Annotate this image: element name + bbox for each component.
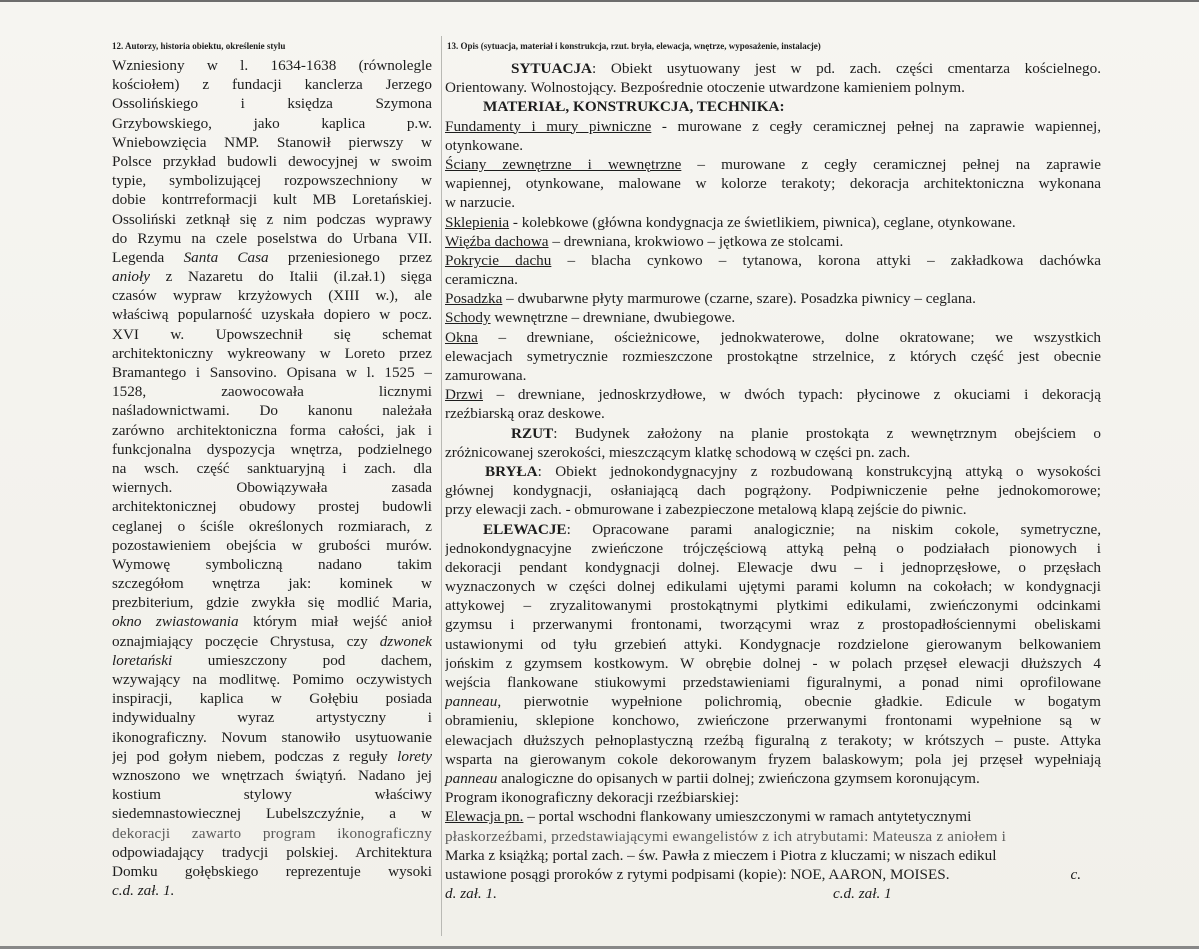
text-line: zróżnicowanej szerokości, mieszczącym klatkę schodową w części pn. zach. [445,443,911,461]
text-line: kostium stylowy właściwy [112,786,432,804]
text-line: architektonicznej obudowy prostej budowli [112,498,432,516]
text-line: ustawione posągi proroków z rytymi podpisami (kopie): NOE, AARON, MOISES. c. [445,865,1081,883]
text-line: czasów wypraw krzyżowych (XIII w.), ale [112,287,432,305]
text-line: Okna – drewniane, ościeżnicowe, jednokwaterowe, dolne okratowane; we wszystkich [445,328,1101,346]
text-line: panneau analogiczne do opisanych w partii dolnej; zwieńczona gzymsem koronującym. [445,769,980,787]
continuation-note: d. zał. 1. c.d. zał. 1 [445,885,892,903]
text-line: rzeźbiarską oraz deskowe. [445,405,605,423]
text-line: panneau, pierwotnie wypełnione polichromią, obecnie gładkie. Edicule w bogatym [445,693,1101,711]
text-line: BRYŁA: Obiekt jednokondygnacyjny z rozbudowaną konstrukcyjną attyką o wysokości [485,462,1101,480]
text-line: oznajmiający poczęcie Chrystusa, czy dzwonek [112,632,432,650]
text-line: elewacjach dłuższych pełnoplastyczną rzeźbą figuralną z terakoty; w krótszych – puste. Attyka [445,731,1101,749]
text-line: prezbiterium, gdzie zwykła się modlić Maria, [112,594,432,612]
text-line: RZUT: Budynek założony na planie prostokąta z wewnętrznym obejściem o [511,424,1101,442]
column-divider [441,36,442,936]
text-line: wsparta na gierowanym cokole dekorowanym fryzem balaskowym; pola jej przęseł wypełniają [445,750,1101,768]
section-12-header: 12. Autorzy, historia obiektu, określenie stylu [112,41,286,51]
text-line: Posadzka – dwubarwne płyty marmurowe (czarne, szare). Posadzka piwnicy – ceglana. [445,290,976,308]
text-line: typie, symbolizującej rozpowszechniony w [112,172,432,190]
text-line: ceglanej o ściśle określonych rozmiarach, z [112,517,432,535]
text-line: obramieniu, sklepione konchowo, zwieńczone przerwanymi frontonami wypełnione są w [445,712,1101,730]
text-line: jej pod gołym niebem, podczas z reguły lorety [112,747,432,765]
text-line: loretański umieszczony pod dachem, [112,651,432,669]
text-line: wzywający na modlitwę. Pomimo oczywistych [112,671,432,688]
text-line: głównej kondygnacji, osłaniającą dach pogrążony. Podpiwniczenie pełne jednokomorowe; [445,482,1101,500]
text-line: SYTUACJA: Obiekt usytuowany jest w pd. zach. części cmentarza kościelnego. [511,60,1101,77]
text-line: Legenda Santa Casa przeniesionego przez [112,248,432,266]
text-line: naśladownictwami. Do kanonu należała [112,402,432,420]
text-line: Więźba dachowa – drewniana, krokwiowo – jętkowa ze stolcami. [445,232,844,250]
text-line: Wzniesiony w l. 1634-1638 (równolegle [112,57,432,74]
text-line: anioły z Nazaretu do Italii (il.zał.1) sięga [112,268,432,286]
continuation-note: c.d. zał. 1. [112,882,175,900]
text-line: Ossolińskiego i księdza Szymona [112,95,432,113]
text-line: właściwą popularność uzyskała dopiero w pocz. [112,306,432,324]
text-line: Fundamenty i mury piwniczne - murowane z cegły ceramicznej pełnej na zaprawie wapiennej, [445,117,1101,135]
text-line: Ściany zewnętrzne i wewnętrzne – murowane z cegły ceramicznej pełnej na zaprawie [445,155,1101,173]
text-line: Schody wewnętrzne – drewniane, dwubiegowe. [445,309,736,327]
text-line: wapiennej, otynkowane, malowane w kolorze terakoty; dekoracja architektoniczna wykonana [445,175,1101,193]
text-line: Pokrycie dachu – blacha cynkowo – tytanowa, korona attyki – zakładkowa dachówka [445,251,1101,269]
text-line: Bramantego i Sansovino. Opisana w l. 1525 – [112,364,432,381]
text-line: do Rzymu na czele poselstwa do Urbana VII. [112,229,432,247]
text-line: ikonograficzny. Novum stanowiło usytuowanie [112,728,432,746]
history-column [112,56,432,900]
text-line: szczegółom wnętrza jak: kominek w [112,575,432,593]
text-line: XVI w. Upowszechnił się schemat [112,325,432,343]
text-line: Wymowę symboliczną nadano takim [112,555,432,573]
text-line: Marka z książką; portal zach. – św. Pawła z mieczem i Piotra z kluczami; w niszach edikul [445,846,997,864]
section-13-header: 13. Opis (sytuacja, materiał i konstrukcja, rzut. bryła, elewacja, wnętrze, wyposażenie, instalacje) [447,41,821,51]
text-line: płaskorzeźbami, przedstawiającymi ewangelistów z ich atrybutami: Mateusza z aniołem i [445,827,1007,845]
text-line: Orientowany. Wolnostojący. Bezpośrednie otoczenie utwardzone kamieniem polnym. [445,79,965,97]
text-line: ELEWACJE: Opracowane parami analogicznie; na niskim cokole, symetryczne, [483,520,1101,538]
text-line: Elewacja pn. – portal wschodni flankowany umieszczonymi w ramach antytetycznymi [445,808,972,826]
top-border [0,0,1199,2]
text-line: Grzybowskiego, jako kaplica p.w. [112,114,432,132]
text-line: Drzwi – drewniane, jednoskrzydłowe, w dwóch typach: płycinowe z okuciami i dekoracją [445,386,1101,404]
text-line: wznoszono we wnętrzach świątyń. Nadano jej [112,766,432,784]
text-line: zamurowana. [445,367,527,384]
text-line: wiernych. Obowiązywała zasada [112,479,432,497]
text-line: jońskim z gzymsem kostkowym. W obrębie dolnej - w polach przęseł elewacji dłuższych 4 [445,654,1101,672]
text-line: kościołem) z fundacji kanclerza Jerzego [112,76,432,94]
text-line: odpowiadający tradycji polskiej. Architektura [112,843,432,861]
text-line: siedemnastowiecznej Lubelszczyźnie, a w [112,805,432,823]
text-line: dekoracji zawarto program ikonograficzny [112,824,432,842]
text-line: inspiracji, kaplica w Gołębiu posiada [112,690,432,708]
text-line: Sklepienia - kolebkowe (główna kondygnacja ze świetlikiem, piwnica), ceglane, otynkowane. [445,213,1016,231]
text-line: ceramiczna. [445,271,518,289]
text-line: 1528, zaowocowała licznymi [112,383,432,401]
text-line: wyznaczonych w części dolnej edikulami ujętymi parami kolumn na cokołach; w kondygnacji [445,578,1101,596]
text-line: przy elewacji zach. - obmurowane i zabezpieczone metalową klapą zejście do piwnic. [445,501,967,519]
text-line: Polsce przykład budowli dewocyjnej w swoim [112,152,432,170]
text-line: pozostawieniem obejścia w grubości murów. [112,536,432,554]
text-line: otynkowane. [445,136,524,154]
description-column [445,59,1101,903]
text-line: elewacjach symetrycznie rozmieszczone prostokątne strzelnice, z których część jest obecnie [445,347,1101,365]
text-line: Domku gołębskiego reprezentuje wysoki [112,862,432,880]
text-line: Program ikonograficzny dekoracji rzeźbiarskiej: [445,789,739,807]
text-line: zarówno architektoniczna forma całości, jak i [112,421,432,439]
text-line: ustawionymi od tyłu grzebień attyki. Kondygnacje rozdzielone gierowanym belkowaniem [445,635,1101,653]
text-line: attykowej – zryzalitowanymi prostokątnymi plytkimi edikulami, zwieńczonymi odcinkami [445,597,1101,615]
text-line: w narzucie. [445,194,515,212]
text-line: na wsch. część sanktuaryjną i zach. dla [112,459,432,477]
text-line: okno zwiastowania którym miał wejść anioł [112,613,432,631]
text-line: architektoniczny wykreowany w Loreto przez [112,344,432,362]
text-line: Ossoliński zetknął się z nim podczas wyprawy [112,210,432,228]
text-line: gzymsu i przerwanymi frontonami, tworzącymi wraz z prostopadłościennymi obeliskami [445,616,1101,634]
text-line: dekoracji pendant kondygnacji dolnej. Elewacje dwu – i jednoprzęsłowe, o przęsłach [445,558,1101,576]
text-line: dobie kontrreformacji kult MB Loretańskiej. [112,191,432,209]
text-line: wejścia flankowane stiukowymi przedstawieniami figuralnymi, a ponad nimi oprofilowane [445,674,1101,691]
text-line: funkcjonalna dyspozycja wnętrza, podzielnego [112,440,432,458]
text-line: jednokondygnacyjne zwieńczone trójczęściową attyką pełną o podziałach pionowych i [445,539,1101,557]
text-line: indywidualny wyraz artystyczny i [112,709,432,727]
text-line: Wniebowzięcia NMP. Stanowił pierwszy w [112,133,432,151]
section-heading: MATERIAŁ, KONSTRUKCJA, TECHNIKA: [483,98,785,116]
